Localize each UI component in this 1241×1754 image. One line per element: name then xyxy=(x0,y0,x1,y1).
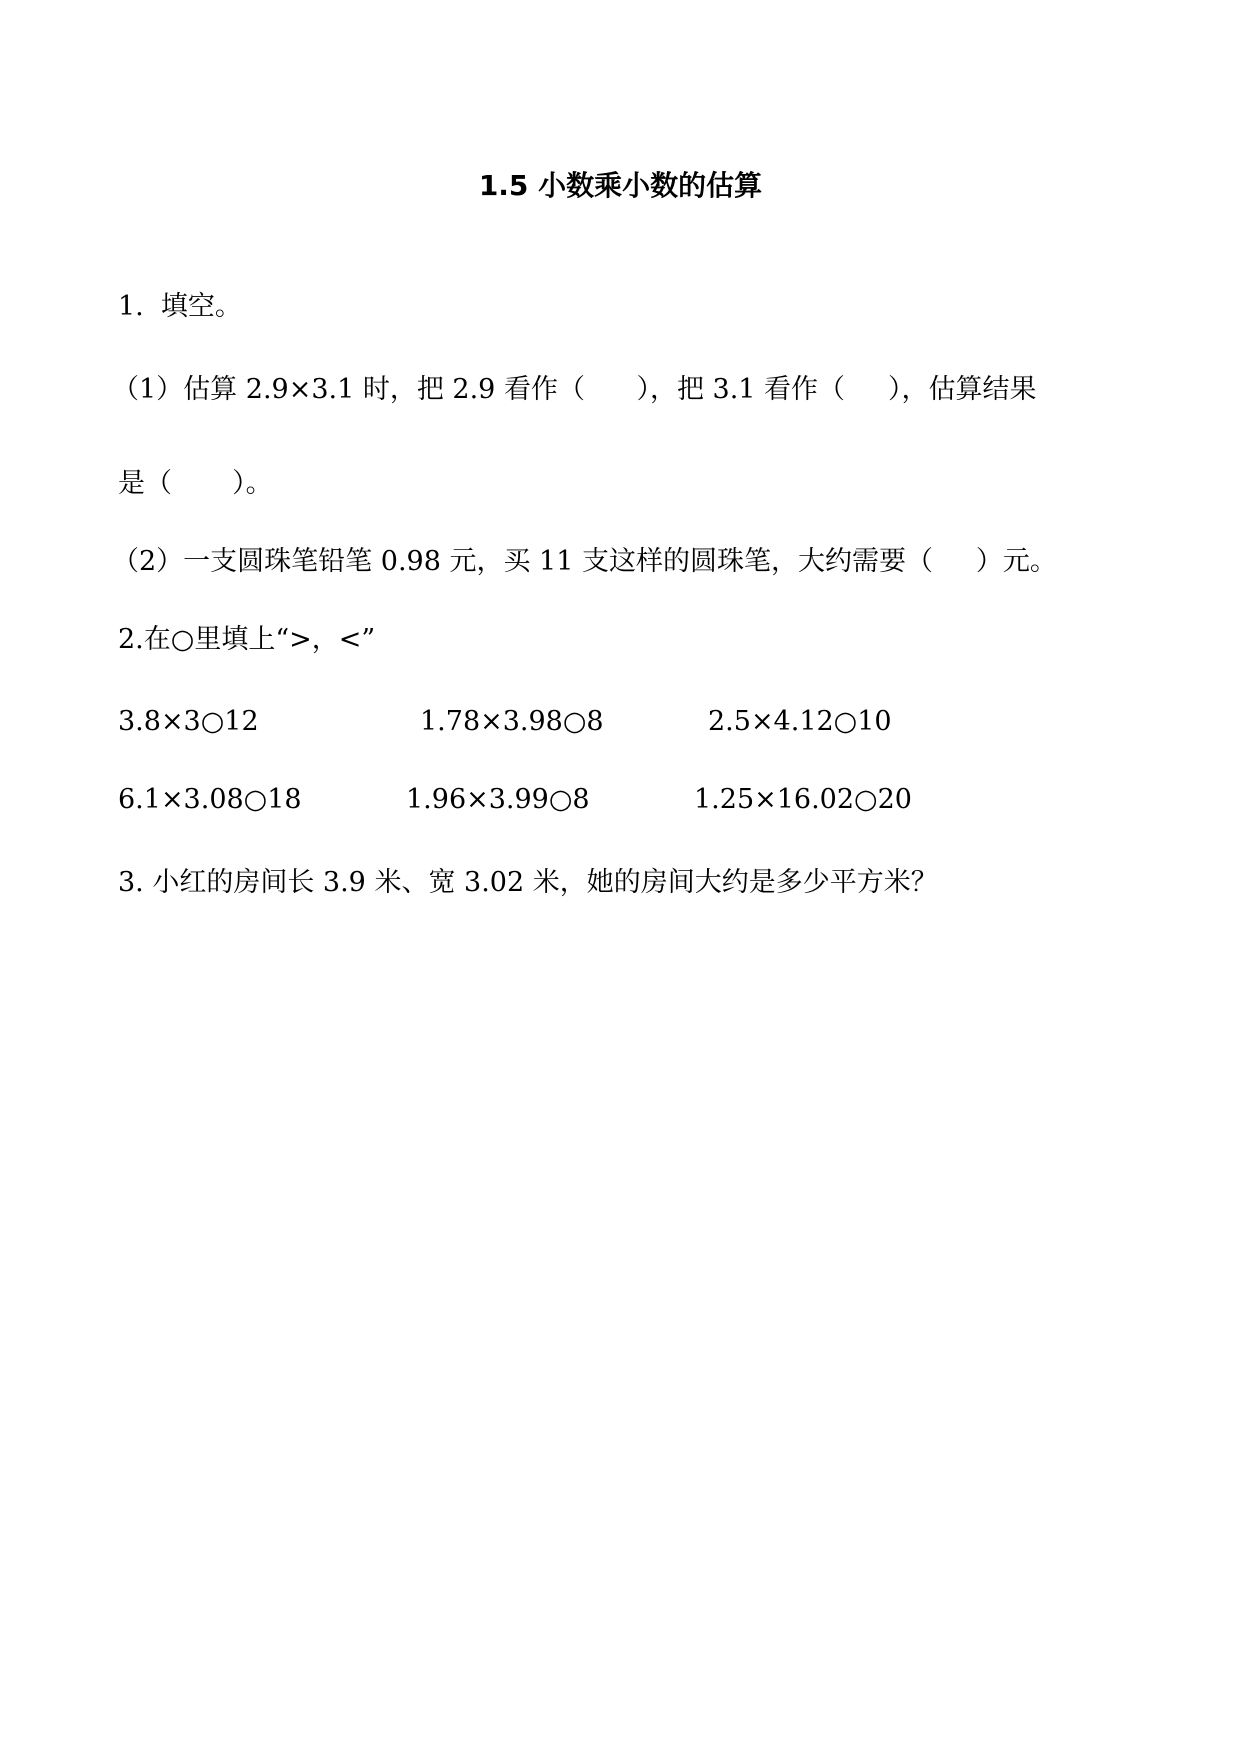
page-title: 1.5 小数乘小数的估算 xyxy=(478,169,763,202)
comparison-item: 1.78×3.98○8 xyxy=(420,706,604,737)
comparison-row xyxy=(0,782,1241,822)
question-1-part-1-line-2: 是（ ）。 xyxy=(118,468,273,499)
comparison-row xyxy=(0,704,1241,744)
comparison-item: 6.1×3.08○18 xyxy=(118,784,302,815)
answer-space xyxy=(118,940,1123,1640)
question-3-text: 3. 小红的房间长 3.9 米、宽 3.02 米，她的房间大约是多少平方米？ xyxy=(118,867,938,898)
question-1-heading: 1. 填空。 xyxy=(118,291,242,322)
question-2-heading: 2.在○里填上“>，<” xyxy=(118,624,376,655)
comparison-item: 1.96×3.99○8 xyxy=(406,784,590,815)
comparison-item: 2.5×4.12○10 xyxy=(708,706,892,737)
question-1-part-2: （2）一支圆珠笔铅笔 0.98 元，买 11 支这样的圆珠笔，大约需要（ ）元。 xyxy=(112,546,1057,577)
comparison-item: 3.8×3○12 xyxy=(118,706,259,737)
comparison-item: 1.25×16.02○20 xyxy=(694,784,912,815)
question-1-part-1-line-1: （1）估算 2.9×3.1 时，把 2.9 看作（ ），把 3.1 看作（ ），估算结果 xyxy=(112,374,1037,405)
